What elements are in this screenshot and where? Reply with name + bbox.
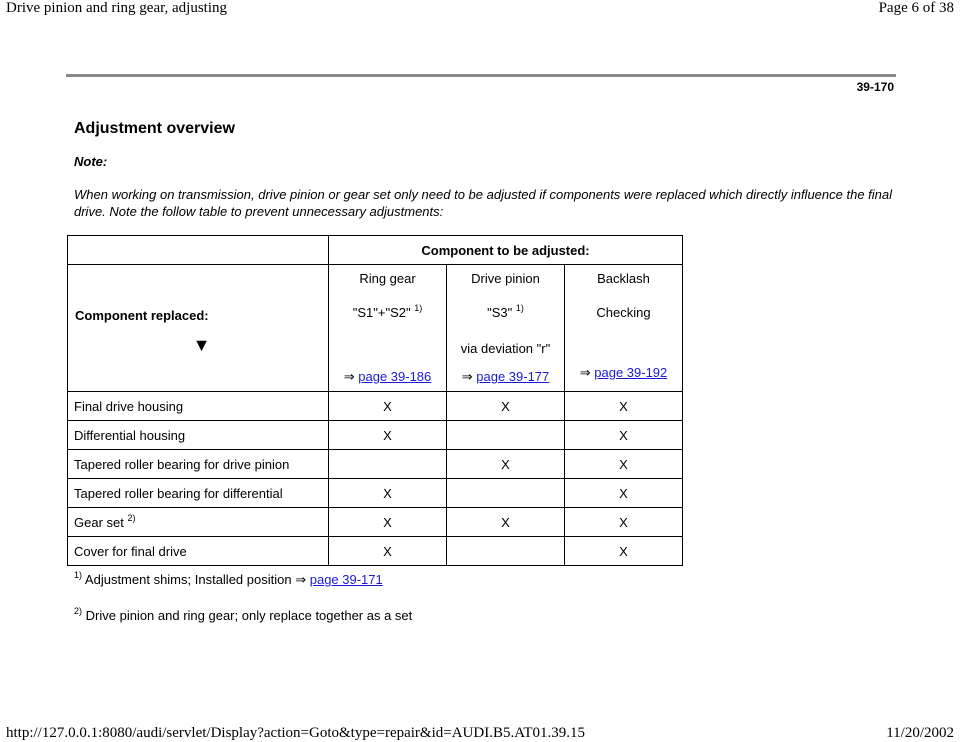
link-arrow-icon: ⇒ [461,369,473,384]
cell-backlash: X [565,537,683,566]
footnote-2 [74,608,412,623]
link-arrow-icon: ⇒ [295,572,307,587]
cell-drive-pinion [447,537,565,566]
column-ring-gear [329,265,447,392]
column-value [447,305,564,320]
column-value-text: "S3" [487,305,513,320]
cell-backlash: X [565,479,683,508]
cell-drive-pinion [447,479,565,508]
column-link[interactable] [329,369,446,385]
column-backlash [565,265,683,392]
column-name: Drive pinion [471,271,540,286]
table-row [68,450,683,479]
page-link[interactable]: page 39-171 [309,572,383,587]
footnote-mark: 2) [74,606,83,616]
cell-backlash: X [565,450,683,479]
cell-ring-gear: X [329,537,447,566]
cell-backlash: X [565,392,683,421]
arrow-down-icon: ▼ [192,335,211,355]
page-indicator: Page 6 of 38 [878,0,954,16]
row-label: Tapered roller bearing for differential [68,479,329,508]
row-header-cell [68,265,329,392]
column-name: Backlash [597,271,650,286]
page-link[interactable]: page 39-192 [594,365,668,380]
cell-backlash: X [565,421,683,450]
row-header-label: Component replaced: [75,308,209,323]
print-date: 11/20/2002 [886,725,954,741]
row-label [68,508,329,537]
cell-ring-gear: X [329,421,447,450]
footnote-text: Drive pinion and ring gear; only replace together as a set [85,608,413,623]
footnote-mark: 1) [74,570,83,580]
header-rule [66,74,896,77]
cell-ring-gear [329,450,447,479]
footnote-ref: 1) [515,303,524,313]
browser-title: Drive pinion and ring gear, adjusting [6,0,228,16]
cell-ring-gear: X [329,392,447,421]
row-label: Final drive housing [68,392,329,421]
column-link[interactable] [565,365,682,381]
column-value: Checking [596,305,651,320]
link-arrow-icon: ⇒ [343,369,355,384]
row-label: Differential housing [68,421,329,450]
footnote-ref: 1) [414,303,423,313]
footnote-text: Adjustment shims; Installed position [84,572,292,587]
document-number: 39-170 [856,80,894,94]
row-label-text: Gear set [74,514,124,530]
cell-drive-pinion: X [447,508,565,537]
table-row [68,537,683,566]
cell-ring-gear: X [329,508,447,537]
table-row [68,479,683,508]
link-arrow-icon: ⇒ [579,365,591,380]
cell-drive-pinion: X [447,450,565,479]
column-value-text: "S1"+"S2" [352,305,411,320]
note-label: Note: [74,154,108,169]
row-label: Cover for final drive [68,537,329,566]
cell-drive-pinion [447,421,565,450]
cell-drive-pinion: X [447,392,565,421]
intro-text: When working on transmission, drive pinion or gear set only need to be adjusted if components were replaced which directly influence the final drive. Note the follow table to prevent unnecessary adjustments: [74,187,893,219]
row-label: Tapered roller bearing for drive pinion [68,450,329,479]
footnote-1 [74,572,383,588]
table-row [68,392,683,421]
section-title: Adjustment overview [74,120,235,137]
table-corner-cell [68,236,329,265]
table-header: Component to be adjusted: [329,236,683,265]
cell-backlash: X [565,508,683,537]
page-link[interactable]: page 39-186 [358,369,432,384]
table-row [68,508,683,537]
footnote-ref: 2) [127,512,136,523]
column-extra: via deviation "r" [460,341,551,356]
url-bar: http://127.0.0.1:8080/audi/servlet/Display?action=Goto&type=repair&id=AUDI.B5.AT01.39.15 [6,725,586,741]
column-drive-pinion [447,265,565,392]
column-value [329,305,446,320]
page-link[interactable]: page 39-177 [476,369,550,384]
cell-ring-gear: X [329,479,447,508]
adjustment-table [67,235,683,566]
column-link[interactable] [447,369,564,385]
table-row [68,421,683,450]
column-name: Ring gear [359,271,416,286]
